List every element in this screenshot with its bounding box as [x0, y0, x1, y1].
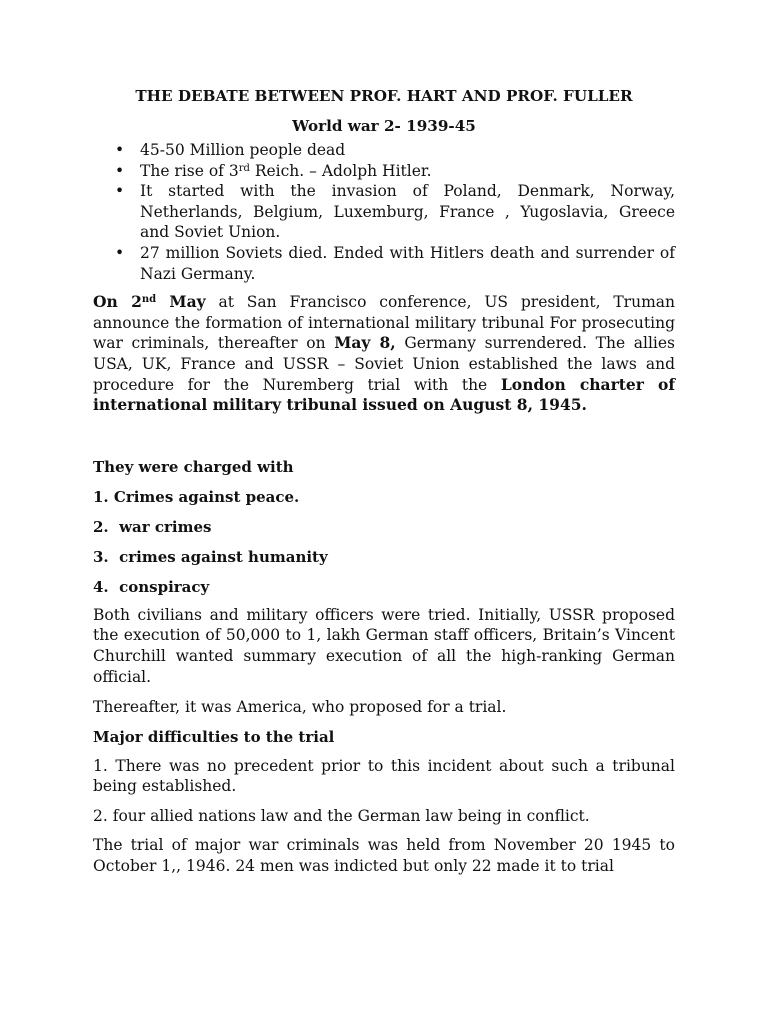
superscript: rd: [238, 162, 250, 174]
difficulty-item: 1. There was no precedent prior to this incident about such a tribunal being established.: [93, 756, 675, 796]
bullet-item: [93, 243, 675, 284]
bullet-text: 27 million Soviets died. Ended with Hitlers death and surrender of Nazi Germany.: [140, 243, 675, 283]
paragraph-proposals: Both civilians and military officers were tried. Initially, USSR proposed the execution of 50,000 to 1, lakh German staff officers, Britain’s Vincent Churchill wanted summary execution of all the high-ranking German official.: [93, 605, 675, 686]
spacer: [93, 416, 675, 447]
charter-emphasis: London charter of international military tribunal issued on August 8, 1945.: [93, 374, 675, 415]
date-lead: On 2: [93, 292, 142, 312]
paragraph-trial: The trial of major war criminals was held from November 20 1945 to October 1,, 1946. 24 men was indicted but only 22 made it to trial: [93, 836, 675, 876]
date-lead: May: [156, 292, 206, 312]
charged-heading: They were charged with: [93, 457, 294, 476]
charge-item: 2. war crimes: [93, 517, 212, 536]
bullet-item: [93, 181, 675, 243]
charge-item: 3. crimes against humanity: [93, 547, 328, 566]
bullet-dot: •: [115, 141, 125, 159]
charge-item: 4. conspiracy: [93, 577, 210, 596]
bullet-item: [93, 161, 675, 182]
paragraph-text: at San Francisco conference, US president, Truman announce the formation of international military tribunal For prosecuting war criminals, thereafter on: [93, 293, 675, 353]
difficulty-item: 2. four allied nations law and the German law being in conflict.: [93, 806, 590, 825]
bullet-text: The rise of 3: [140, 161, 239, 180]
paragraph-text: Germany surrendered. The allies USA, UK, France and USSR – Soviet Union established the laws and procedure for the Nuremberg trial with the: [93, 334, 675, 394]
superscript: nd: [141, 294, 157, 306]
bullet-text: 45-50 Million people dead: [140, 141, 346, 159]
bullet-text: Reich. – Adolph Hitler.: [249, 161, 432, 180]
date-emphasis: May 8,: [334, 333, 396, 353]
difficulties-heading: Major difficulties to the trial: [93, 727, 335, 746]
bullet-list: [93, 140, 675, 284]
document-title: THE DEBATE BETWEEN PROF. HART AND PROF. FULLER: [135, 87, 633, 105]
bullet-item: [93, 140, 675, 161]
bullet-dot: •: [115, 182, 125, 201]
document-subtitle: World war 2- 1939-45: [292, 117, 476, 135]
paragraph-san-francisco: [93, 292, 675, 416]
paragraph-america: Thereafter, it was America, who proposed for a trial.: [93, 698, 507, 717]
bullet-dot: •: [115, 161, 125, 180]
bullet-text: It started with the invasion of Poland, Denmark, Norway, Netherlands, Belgium, Luxemburg, France , Yugoslavia, Greece and Soviet Union.: [140, 182, 675, 242]
charge-item: 1. Crimes against peace.: [93, 487, 300, 506]
bullet-dot: •: [115, 243, 125, 262]
